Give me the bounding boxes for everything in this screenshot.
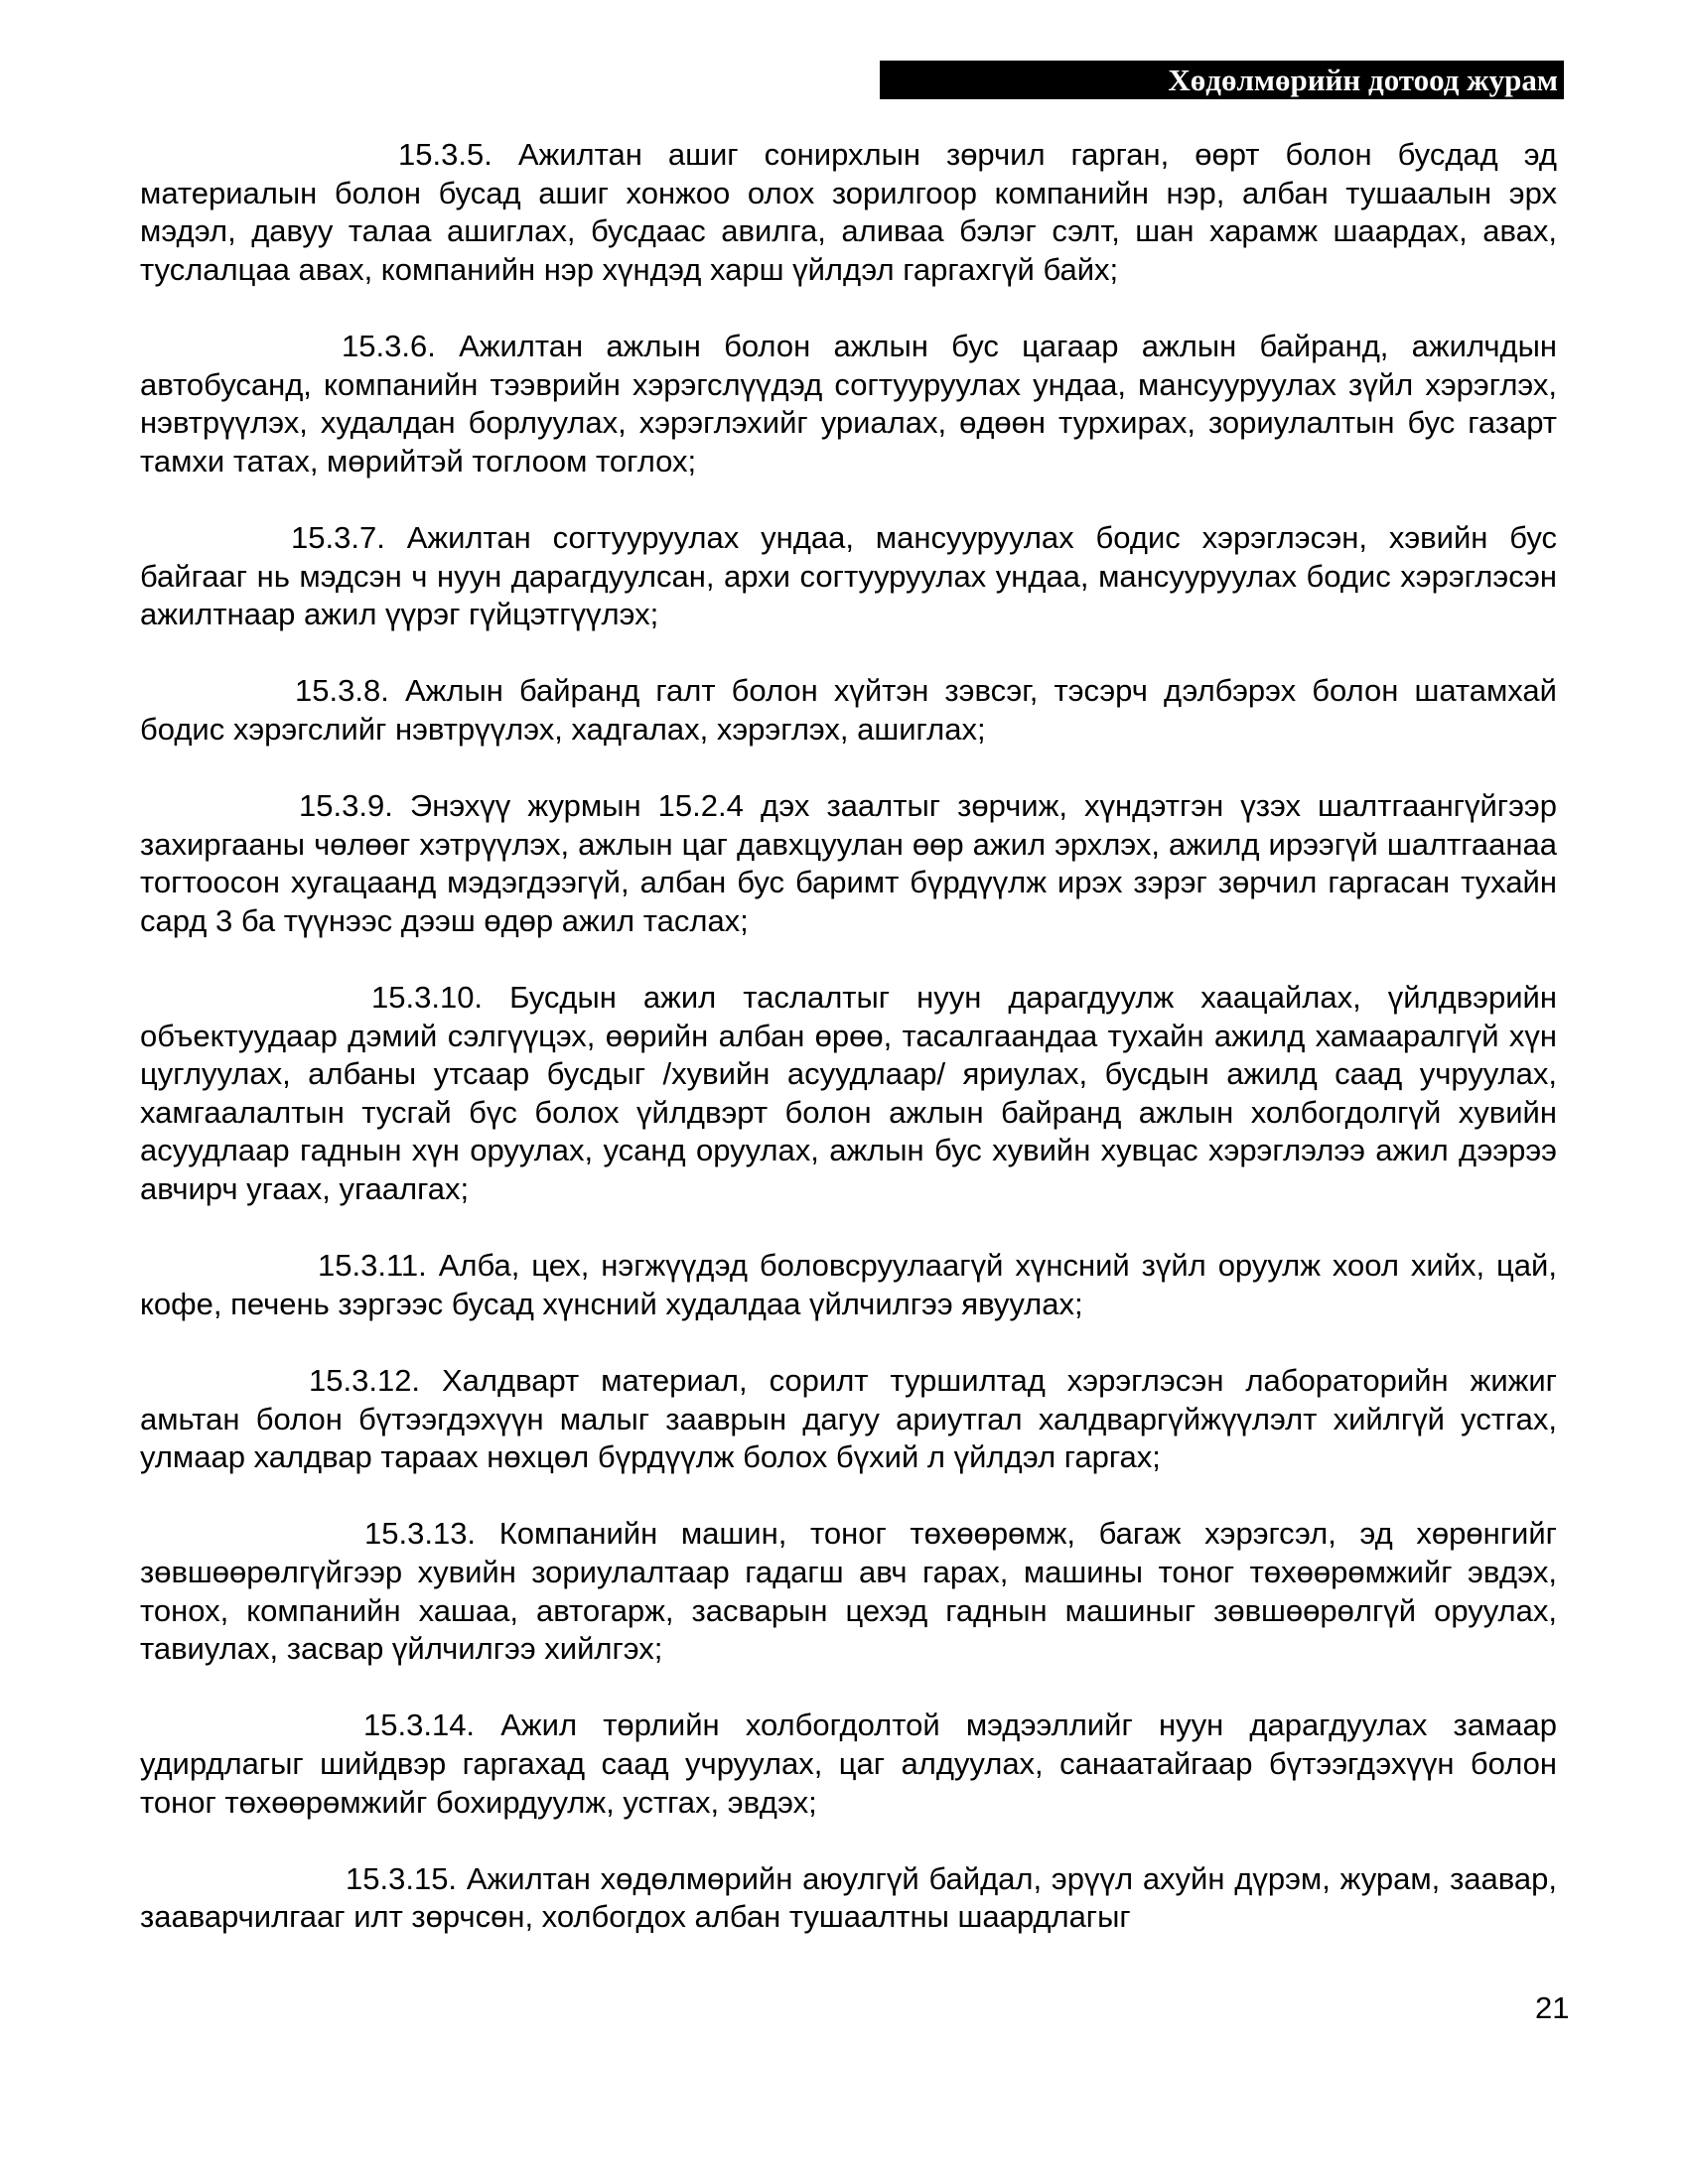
- clause-text: Компанийн машин, тоног төхөөрөмж, багаж хэрэгсэл, эд хөрөнгийг зөвшөөрөлгүйгээр хувийн зориулалтаар гадагш авч гарах, машины тоног төхөөрөмжийг эвдэх, тонох, компанийн хашаа, автогарж, засварын цехэд гаднын машиныг зөвшөөрөлгүй оруулах, тавиулах, засвар үйлчилгээ хийлгэх;: [140, 1516, 1557, 1667]
- clause-number: 15.3.15.: [346, 1860, 458, 1896]
- clause-paragraph-15-3-13: [140, 1515, 1557, 1668]
- clause-number: 15.3.9.: [299, 788, 393, 824]
- page-number: 21: [1535, 1990, 1570, 2025]
- clause-number: 15.3.6.: [342, 328, 436, 363]
- clause-number: 15.3.11.: [318, 1248, 427, 1284]
- clause-number: 15.3.14.: [363, 1707, 476, 1743]
- clause-text: Халдварт материал, сорилт туршилтад хэрэглэсэн лабораторийн жижиг амьтан болон бүтээгдэхүүн малыг зааврын дагуу ариутгал халдваргүйжүүлэлт хийлгүй устгах, улмаар халдвар тараах нөхцөл бүрдүүлж болох бүхий л үйлдэл гаргах;: [140, 1363, 1557, 1475]
- clause-paragraph-15-3-10: [140, 979, 1557, 1209]
- document-title: Хөдөлмөрийн дотоод журам: [1168, 63, 1558, 97]
- clause-text: Ажилтан ашиг сонирхлын зөрчил гарган, өөрт болон бусдад эд материалын болон бусад ашиг хонжоо олох зорилгоор компанийн нэр, албан тушаалын эрх мэдэл, давуу талаа ашиглах, бусдаас авилга, аливаа бэлэг сэлт, шан харамж шаардах, авах, туслалцаа авах, компанийн нэр хүндэд харш үйлдэл гаргахгүй байх;: [140, 137, 1557, 287]
- clause-paragraph-15-3-11: [140, 1247, 1557, 1323]
- clause-text: Ажлын байранд галт болон хүйтэн зэвсэг, тэсэрч дэлбэрэх болон шатамхай бодис хэрэгслийг нэвтрүүлэх, хадгалах, хэрэглэх, ашиглах;: [140, 673, 1557, 747]
- clause-paragraph-15-3-8: [140, 672, 1557, 749]
- clause-text: Ажилтан ажлын болон ажлын бус цагаар ажлын байранд, ажилчдын автобусанд, компанийн тээврийн хэрэгслүүдэд согтууруулах ундаа, мансууруулах зүйл хэрэглэх, нэвтрүүлэх, худалдан борлуулах, хэрэглэхийг уриалах, өдөөн турхирах, зориулалтын бус газарт тамхи татах, мөрийтэй тоглоом тоглох;: [140, 328, 1557, 478]
- clause-paragraph-15-3-7: [140, 519, 1557, 634]
- clause-text: Ажил төрлийн холбогдолтой мэдээллийг нуун дарагдуулах замаар удирдлагыг шийдвэр гаргахад саад учруулах, цаг алдуулах, санаатайгаар бүтээгдэхүүн болон тоног төхөөрөмжийг бохирдуулж, устгах, эвдэх;: [140, 1707, 1557, 1820]
- clause-number: 15.3.7.: [291, 519, 385, 555]
- clause-number: 15.3.8.: [295, 673, 389, 709]
- clause-number: 15.3.13.: [364, 1516, 477, 1552]
- clause-number: 15.3.10.: [371, 980, 484, 1016]
- clause-number: 15.3.12.: [309, 1363, 421, 1398]
- clause-paragraph-15-3-15: [140, 1860, 1557, 1937]
- clause-paragraph-15-3-12: [140, 1362, 1557, 1477]
- clause-text: Бусдын ажил таслалтыг нуун дарагдуулж хаацайлах, үйлдвэрийн объектуудаар дэмий сэлгүүцэх, өөрийн албан өрөө, тасалгаандаа тухайн ажилд хамааралгүй хүн цуглуулах, албаны утсаар бусдыг /хувийн асуудлаар/ яриулах, бусдын ажилд саад учруулах, хамгаалалтын тусгай бүс болох үйлдвэрт болон ажлын байранд ажлын холбогдолгүй хувийн асуудлаар гаднын хүн оруулах, усанд оруулах, ажлын бус хувийн хувцас хэрэглэлээ ажил дээрээ авчирч угаах, угаалгах;: [140, 980, 1557, 1207]
- clause-text: Ажилтан хөдөлмөрийн аюулгүй байдал, эрүүл ахуйн дүрэм, журам, заавар, зааварчилгааг илт зөрчсөн, холбогдох албан тушаалтны шаардлагыг: [140, 1860, 1557, 1935]
- clause-paragraph-15-3-14: [140, 1706, 1557, 1822]
- clause-paragraph-15-3-5: [140, 136, 1557, 289]
- clause-text: Алба, цех, нэгжүүдэд боловсруулаагүй хүнсний зүйл оруулж хоол хийх, цай, кофе, печень зэргээс бусад хүнсний худалдаа үйлчилгээ явуулах;: [140, 1248, 1557, 1321]
- clause-text: Энэхүү журмын 15.2.4 дэх заалтыг зөрчиж, хүндэтгэн үзэх шалтгаангүйгээр захиргааны чөлөөг хэтрүүлэх, ажлын цаг давхцуулан өөр ажил эрхлэх, ажилд ирээгүй шалтгаанаа тогтоосон хугацаанд мэдэгдээгүй, албан бус баримт бүрдүүлж ирэх зэрэг зөрчил гаргасан тухайн сард 3 ба түүнээс дээш өдөр ажил таслах;: [140, 788, 1557, 938]
- clause-paragraph-15-3-9: [140, 787, 1557, 940]
- clause-paragraph-15-3-6: [140, 328, 1557, 480]
- content-area: [140, 136, 1557, 1976]
- clause-text: Ажилтан согтууруулах ундаа, мансууруулах бодис хэрэглэсэн, хэвийн бус байгааг нь мэдсэн ч нуун дарагдуулсан, архи согтууруулах ундаа, мансууруулах бодис хэрэглэсэн ажилтнаар ажил үүрэг гүйцэтгүүлэх;: [140, 519, 1557, 632]
- page-header-banner: [880, 61, 1564, 99]
- clause-number: 15.3.5.: [398, 137, 492, 172]
